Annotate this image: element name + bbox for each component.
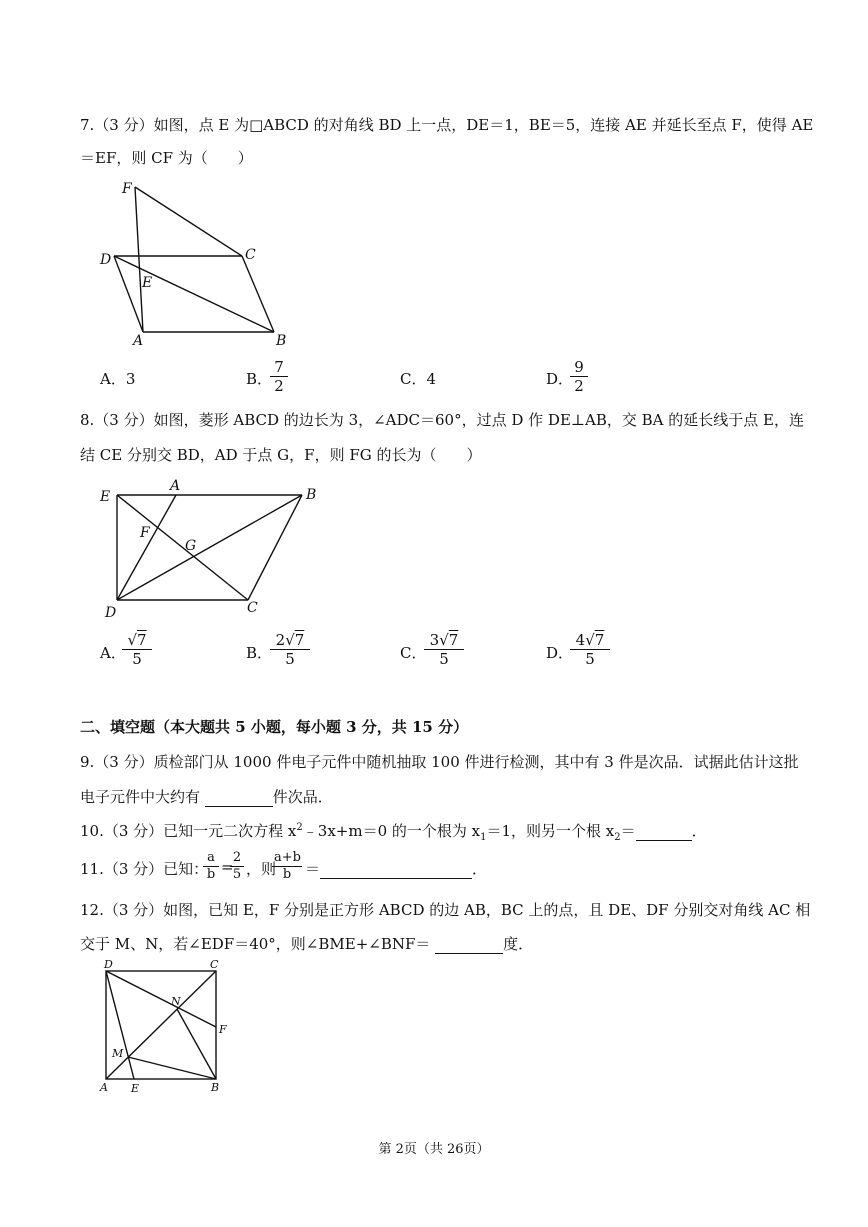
q12-line-de	[106, 971, 134, 1079]
q12-label-a: A	[100, 1081, 108, 1094]
q7-text-line1: 7.（3 分）如图，点 E 为□ABCD 的对角线 BD 上一点，DE＝1，BE＝5，连接 AE 并延长至点 F，使得 AE	[80, 116, 814, 134]
q8-label-c: C	[247, 600, 258, 616]
q8-figure	[95, 475, 335, 620]
q7-option-d-key: D．	[546, 370, 574, 388]
q8-line-da	[117, 495, 176, 600]
q7-line-cb	[242, 256, 274, 332]
q7-label-c: C	[245, 247, 256, 263]
q9-answer-blank[interactable]	[205, 788, 273, 807]
q12-label-c: C	[210, 958, 219, 971]
q12-label-b: B	[211, 1081, 220, 1094]
q10-answer-blank[interactable]	[636, 822, 692, 841]
q8-label-d: D	[105, 605, 117, 620]
q7-label-f: F	[122, 181, 132, 197]
q12-diagonal-ac	[106, 971, 216, 1079]
q7-option-c: C．4	[400, 370, 437, 388]
q8-text-line1: 8.（3 分）如图，菱形 ABCD 的边长为 3，∠ADC＝60°，过点 D 作 DE⊥AB，交 BA 的延长线于点 E，连	[80, 411, 804, 429]
q12-line-bm	[128, 1057, 216, 1079]
q7-line-fc	[135, 187, 242, 256]
q8-option-c-fraction: $\frac{3√7}{5}$	[424, 631, 464, 668]
q8-label-b: B	[306, 487, 317, 503]
q8-option-d-fraction: $\frac{4√7}{5}$	[570, 631, 610, 668]
q8-option-d-key: D．	[546, 644, 574, 662]
q8-line-ec	[117, 495, 248, 600]
q12-answer-blank[interactable]	[435, 935, 503, 954]
section-fill-in-title: 二、填空题（本大题共 5 小题，每小题 3 分，共 15 分）	[80, 718, 469, 736]
q7-label-b: B	[276, 333, 287, 349]
q8-text-line2: 结 CE 分别交 BD，AD 于点 G，F，则 FG 的长为（ ）	[80, 446, 482, 464]
q8-label-f: F	[140, 525, 150, 541]
q9-text-line2: 电子元件中大约有 件次品．	[80, 788, 333, 806]
q12-text-line2: 交于 M、N，若∠EDF＝40°，则∠BME+∠BNF＝ 度．	[80, 935, 534, 953]
q8-option-a-key: A．	[100, 644, 126, 662]
q8-label-g: G	[185, 538, 197, 554]
q11-answer-blank[interactable]	[320, 860, 472, 879]
q7-option-b-key: B．	[246, 370, 273, 388]
q8-label-a: A	[170, 478, 181, 494]
q8-option-c-key: C．	[400, 644, 427, 662]
q9-text-line1: 9.（3 分）质检部门从 1000 件电子元件中随机抽取 100 件进行检测，其中有 3 件是次品．试据此估计这批	[80, 753, 799, 771]
q8-label-e: E	[100, 489, 111, 505]
q11-equals: =	[221, 858, 234, 876]
q11-fraction-aplusb-over-b: $\frac{a+b}{b}$	[274, 850, 301, 882]
q11-prefix: 11.（3 分）已知：	[80, 860, 209, 878]
q12-label-n: N	[171, 995, 181, 1008]
q11-answer-line: ＝ ．	[305, 860, 488, 878]
q7-option-a: A．3	[100, 370, 136, 388]
q12-label-d: D	[104, 958, 113, 971]
q8-option-b-fraction: $\frac{2√7}{5}$	[270, 631, 310, 668]
q12-line-bn	[177, 1009, 216, 1079]
q7-line-fa	[135, 187, 143, 332]
q12-label-m: M	[112, 1047, 124, 1060]
q12-figure	[95, 955, 245, 1095]
q7-text-line2: ＝EF，则 CF 为（ ）	[80, 149, 253, 167]
q12-label-f: F	[219, 1023, 227, 1036]
q11-fraction-2-over-5: $\frac{2}{5}$	[230, 850, 244, 883]
q7-figure	[90, 175, 310, 350]
q12-text-line1: 12.（3 分）如图，已知 E，F 分别是正方形 ABCD 的边 AB，BC 上的点，且 DE、DF 分别交对角线 AC 相	[80, 901, 811, 919]
q8-option-b-key: B．	[246, 644, 273, 662]
q7-label-d: D	[100, 252, 112, 268]
q7-label-e: E	[142, 275, 153, 291]
q7-label-a: A	[133, 333, 144, 349]
q8-option-a-fraction: $\frac{√7}{5}$	[122, 631, 152, 668]
q12-label-e: E	[131, 1082, 140, 1095]
q7-option-d-fraction: $\frac{9}{2}$	[570, 358, 588, 395]
q10-text: 10.（3 分）已知一元二次方程 $x^2﹣3x+m=0$ 的一个根为 $x_1=1$，则另一个根 $x_2=$ ．	[80, 822, 707, 843]
q11-fraction-a-over-b: $\frac{a}{b}$	[203, 850, 219, 883]
page-footer: 第 2页（共 26页）	[378, 1142, 490, 1157]
q12-line-df	[106, 971, 216, 1027]
q7-option-b-fraction: $\frac{7}{2}$	[270, 358, 288, 395]
q11-then: ，则	[246, 860, 277, 878]
